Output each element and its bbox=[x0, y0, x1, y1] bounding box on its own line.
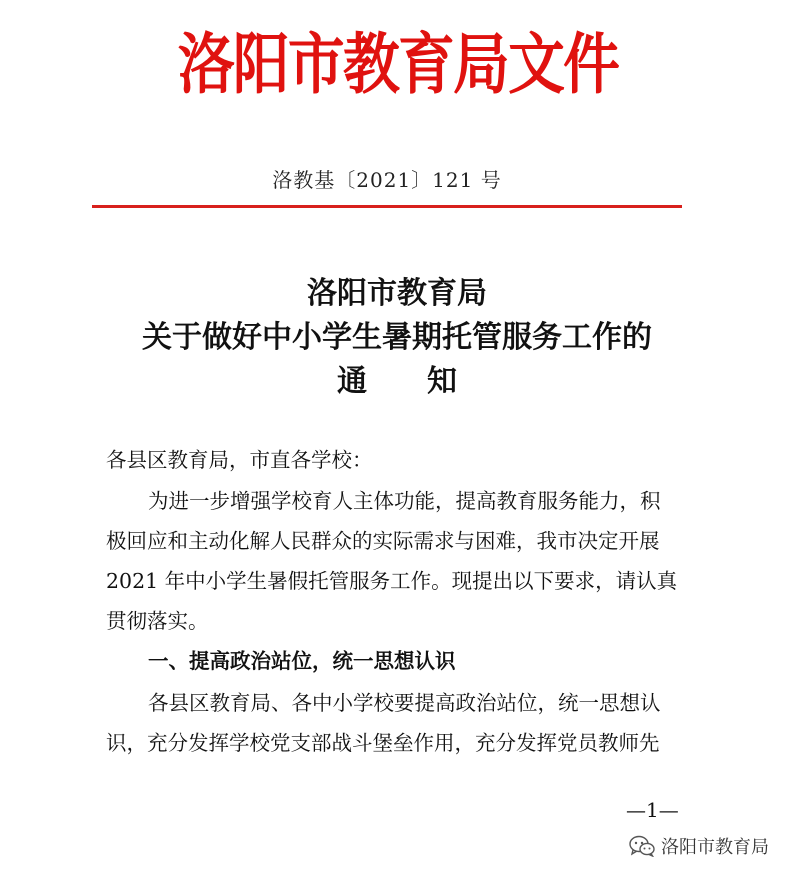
masthead-title: 洛阳市教育局文件 bbox=[177, 26, 619, 103]
paragraph-1-line: 极回应和主动化解人民群众的实际需求与困难，我市决定开展 bbox=[106, 529, 660, 553]
wechat-icon bbox=[629, 835, 655, 857]
watermark-text: 洛阳市教育局 bbox=[661, 837, 769, 858]
document-number: 洛教基〔2021〕121 号 bbox=[272, 168, 502, 192]
paragraph-2-line: 各县区教育局、各中小学校要提高政治站位，统一思想认 bbox=[148, 691, 661, 715]
paragraph-1-line: 贯彻落实。 bbox=[106, 609, 209, 633]
paragraph-1-line: 为进一步增强学校育人主体功能，提高教育服务能力，积 bbox=[148, 489, 661, 513]
section-heading-1: 一、提高政治站位，统一思想认识 bbox=[148, 649, 456, 673]
page-number: —1— bbox=[626, 798, 679, 822]
notice-title-line-2: 关于做好中小学生暑期托管服务工作的 bbox=[142, 320, 652, 355]
paragraph-2-line: 识，充分发挥学校党支部战斗堡垒作用，充分发挥党员教师先 bbox=[106, 731, 660, 755]
paragraph-1 bbox=[106, 481, 706, 641]
paragraph-2 bbox=[106, 683, 706, 763]
notice-title-line-1: 洛阳市教育局 bbox=[307, 276, 487, 311]
red-divider-rule bbox=[92, 205, 682, 208]
paragraph-1-line: 2021 年中小学生暑假托管服务工作。现提出以下要求，请认真 bbox=[106, 569, 678, 593]
notice-title-line-3: 通知 bbox=[337, 364, 517, 399]
source-watermark bbox=[629, 832, 769, 860]
salutation: 各县区教育局，市直各学校： bbox=[106, 448, 373, 472]
